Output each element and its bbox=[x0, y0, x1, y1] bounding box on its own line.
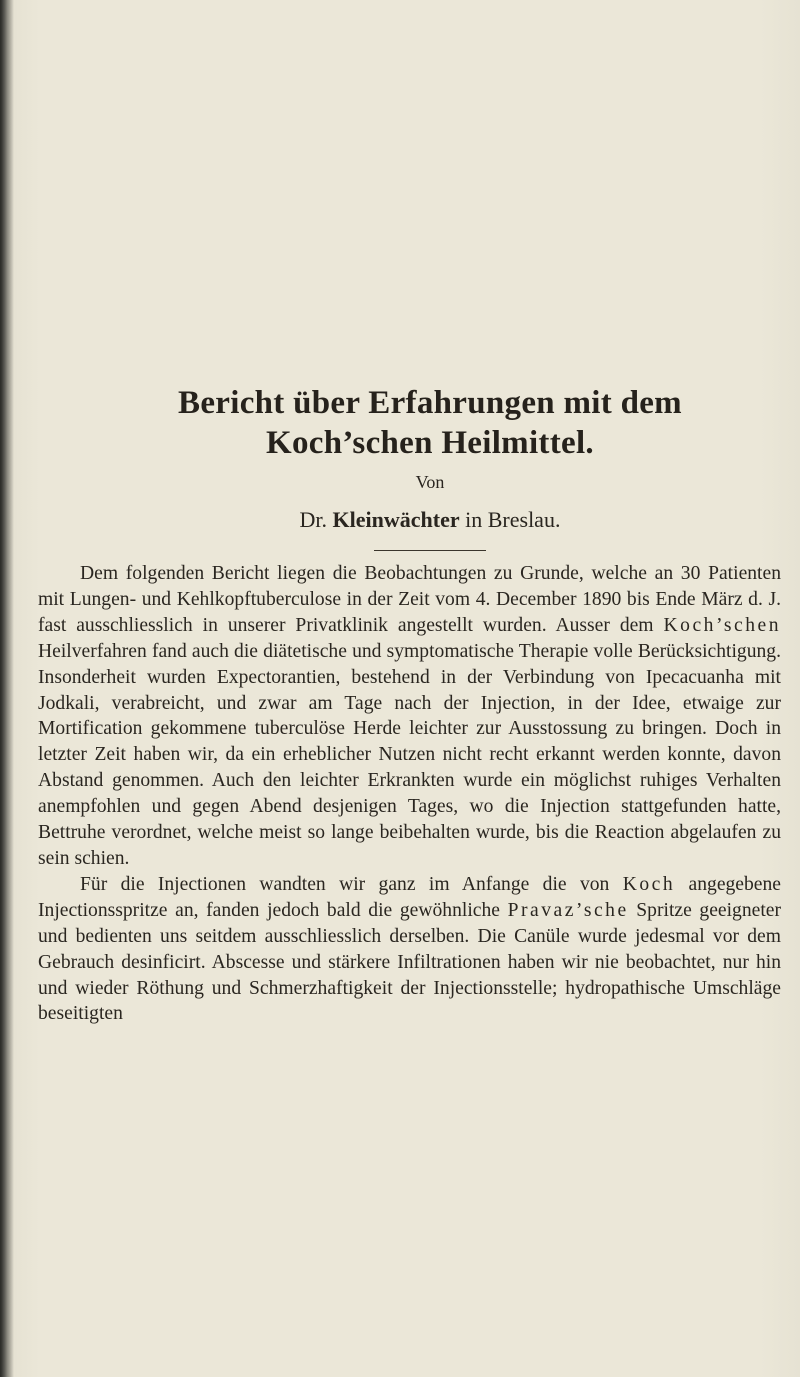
paragraph-1-text-a: Dem folgenden Bericht liegen die Beobachtungen zu Grunde, welche an 30 Patienten mit Lungen- und Kehlkopftuberculose in der Zeit vom 4. December 1890 bis Ende März d. J. fast ausschliesslich in unserer Privatklinik angestellt wurden. Ausser dem bbox=[38, 563, 781, 636]
author-line bbox=[80, 507, 780, 533]
paragraph-1-text-b: Heilverfahren fand auch die diätetische und symptomatische Therapie volle Berücksichtigung. Insonderheit wurden Expectorantien, bestehend in der Verbindung von Ipecacuanha mit Jodkali, verabreicht, und zwar am Tage nach der Injection, in der Idee, etwaige zur Mortification gekommene tuberculöse Herde leichter zur Ausstossung zu bringen. Doch in letzter Zeit haben wir, da ein erheblicher Nutzen nicht recht erkannt werden konnte, davon Abstand genommen. Auch den leichter Erkrankten wurde ein möglichst ruhiges Verhalten anempfohlen und gegen Abend desjenigen Tages, wo die Injection stattgefunden hatte, Bettruhe verordnet, welche meist so lange beibehalten wurde, bis die Reaction abgelaufen zu sein schien. bbox=[38, 640, 781, 869]
paragraph-1 bbox=[38, 561, 781, 872]
spaced-name-koch-schen: Koch’schen bbox=[663, 614, 781, 636]
spaced-name-pravaz: Pravaz’sche bbox=[507, 899, 629, 921]
paragraph-2-text-a: Für die Injectionen wandten wir ganz im Anfange die von bbox=[80, 873, 623, 895]
paragraph-2 bbox=[38, 872, 781, 1027]
author-location: in Breslau. bbox=[465, 507, 561, 532]
title-line-1: Bericht über Erfahrungen mit dem bbox=[178, 385, 682, 421]
author-name: Kleinwächter bbox=[332, 507, 460, 532]
article-body bbox=[38, 561, 781, 1027]
book-spine-shadow bbox=[0, 0, 14, 1377]
spaced-name-koch: Koch bbox=[622, 873, 676, 895]
title-divider bbox=[374, 550, 486, 551]
byline-von: Von bbox=[415, 472, 445, 492]
title-line-2: Koch’schen Heilmittel. bbox=[266, 425, 594, 461]
paragraph-2-text-c: Spritze geeigneter und bedienten uns seitdem ausschliesslich derselben. Die Canüle wurde jedesmal vor dem Gebrauch desinficirt. Abscesse und stärkere Infiltrationen haben wir nie beobachtet, nur hin und wieder Röthung und Schmerzhaftigkeit der Injectionsstelle; hydropathische Umschläge beseitigten bbox=[38, 899, 781, 1025]
paragraph-2-text-b: angegebene Injectionsspritze an, fanden jedoch bald die gewöhnliche bbox=[38, 873, 781, 921]
author-prefix: Dr. bbox=[299, 507, 328, 532]
